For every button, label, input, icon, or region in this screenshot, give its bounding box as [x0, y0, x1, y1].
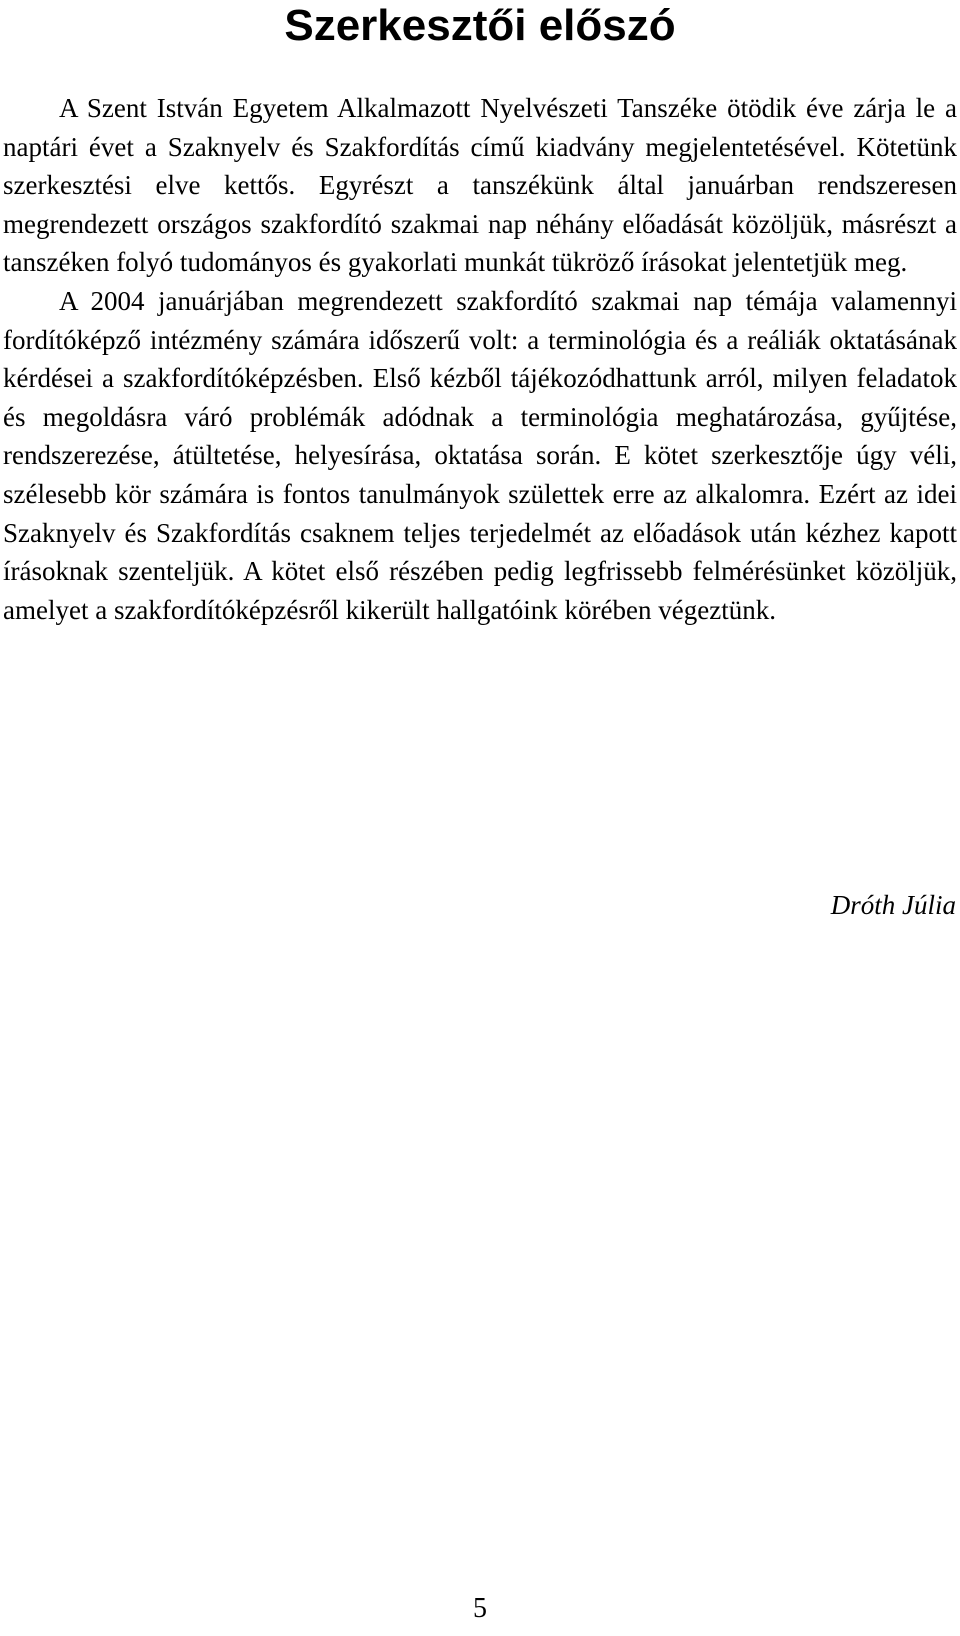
paragraph-main: A 2004 januárjában megrendezett szakfordító szakmai nap témája valamennyi fordítóképző intézmény számára időszerű volt: a terminológia és a reáliák oktatásának kérdései a szakfordítóképzésben. Első kézből tájékozódhattunk arról, milyen feladatok és megoldásra váró problémák adódnak a terminológia meghatározása, gyűjtése, rendszerezése, átültetése, helyesírása, oktatása során. E kötet szerkesztője úgy véli, szélesebb kör számára is fontos tanulmányok születtek erre az alkalomra. Ezért az idei Szaknyelv és Szakfordítás csaknem teljes terjedelmét az előadások után kézhez kapott írásoknak szenteljük. A kötet első részében pedig legfrissebb felmérésünket közöljük, amelyet a szakfordítóképzésről kikerült hallgatóink körében végeztünk.	[3, 285, 957, 625]
paragraph-intro: A Szent István Egyetem Alkalmazott Nyelvészeti Tanszéke ötödik éve zárja le a naptári évet a Szaknyelv és Szakfordítás című kiadvány megjelentetésével. Kötetünk szerkesztési elve kettős. Egyrészt a tanszékünk által januárban rendszeresen megrendezett országos szakfordító szakmai nap néhány előadását közöljük, másrészt a tanszéken folyó tudományos és gyakorlati munkát tükröző írásokat jelentetjük meg.	[3, 93, 957, 278]
page-title: Szerkesztői előszó	[284, 1, 676, 50]
page-number: 5	[473, 1593, 487, 1624]
body-text	[3, 89, 957, 629]
author-signature: Dróth Júlia	[830, 890, 956, 920]
